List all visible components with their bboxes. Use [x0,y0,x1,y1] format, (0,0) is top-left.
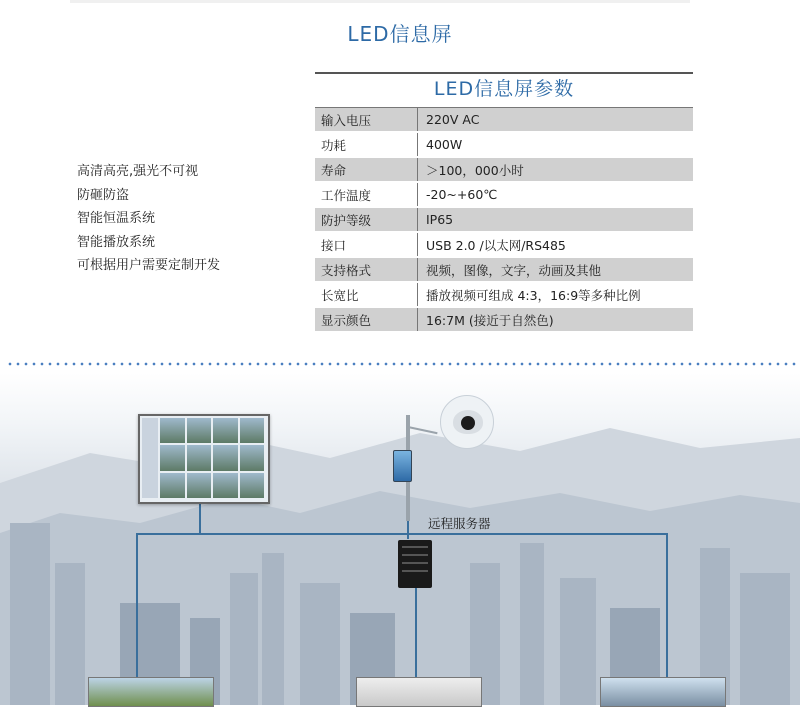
spec-value: USB 2.0 /以太网/RS485 [418,232,694,257]
site-photo [88,677,214,707]
spec-value: 视频，图像，文字，动画及其他 [418,257,694,282]
spec-row [315,108,693,133]
server-icon [398,540,432,588]
feature-item: 智能恒温系统 [77,211,156,226]
spec-key: 显示颜色 [315,307,418,332]
spec-key: 防护等级 [315,207,418,232]
spec-key: 工作温度 [315,182,418,207]
dome-camera-icon [440,395,494,449]
spec-row [315,232,693,257]
connector-line [407,519,409,539]
spec-value: 400W [418,132,694,157]
led-screen-icon [393,450,412,482]
spec-panel [315,72,693,333]
spec-row [315,282,693,307]
server-label: 远程服务器 [428,516,491,531]
spec-key: 寿命 [315,157,418,182]
dotted-divider [6,362,800,366]
spec-value: 16:7M (接近于自然色) [418,307,694,332]
spec-value: IP65 [418,207,694,232]
spec-row [315,182,693,207]
spec-key: 支持格式 [315,257,418,282]
spec-key: 长宽比 [315,282,418,307]
spec-value: ＞100，000小时 [418,157,694,182]
feature-list [77,160,220,278]
site-photo [356,677,482,707]
feature-item: 可根据用户需要定制开发 [77,258,221,273]
spec-value: 220V AC [418,108,694,133]
spec-title: LED信息屏参数 [433,78,575,100]
feature-item: 智能播放系统 [77,234,156,250]
spec-value: 播放视频可组成 4:3，16:9等多种比例 [418,282,694,307]
feature-item: 高清高亮,强光不可视 [77,164,199,179]
feature-item: 防砸防盗 [77,187,130,203]
connector-line [136,533,668,535]
spec-value: -20~+60℃ [418,182,694,207]
monitor-video-grid [160,418,264,498]
spec-key: 功耗 [315,132,418,157]
spec-row [315,207,693,232]
monitoring-screen-image [138,414,270,504]
monitor-sidebar [142,418,158,498]
page-title: LED信息屏 [347,22,453,46]
site-photo [600,677,726,707]
spec-table [315,107,693,333]
spec-key: 接口 [315,232,418,257]
spec-row [315,132,693,157]
spec-row [315,257,693,282]
system-diagram-background [0,373,800,705]
connector-line [136,533,138,683]
connector-line [415,588,417,683]
top-divider [70,0,690,3]
spec-row [315,157,693,182]
connector-line [666,533,668,683]
connector-line [199,500,201,534]
spec-row [315,307,693,332]
spec-key: 输入电压 [315,108,418,133]
city-skyline-image [0,373,800,705]
